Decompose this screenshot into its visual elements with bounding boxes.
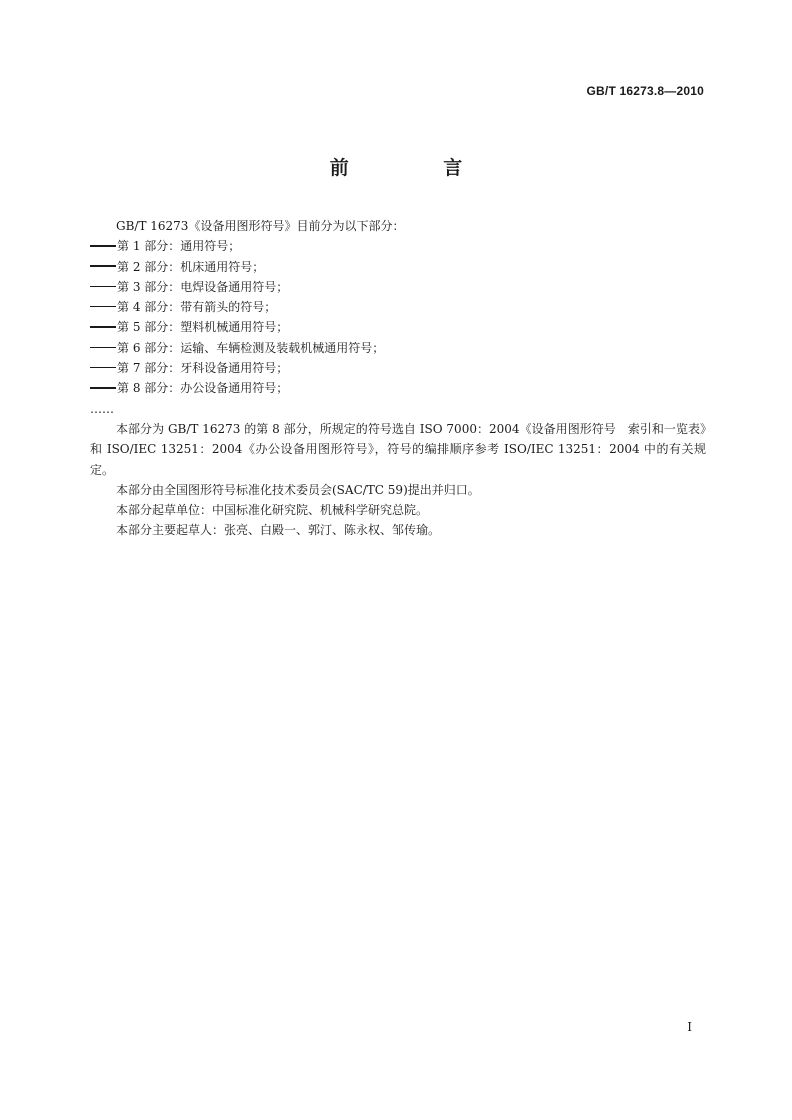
paragraph-drafters: 本部分主要起草人：张亮、白殿一、郭汀、陈永权、邹传瑜。 (116, 523, 441, 538)
list-item: 第 6 部分：运输、车辆检测及装载机械通用符号； (90, 338, 706, 358)
intro-text: GB/T 16273《设备用图形符号》目前分为以下部分： (116, 219, 405, 233)
paragraph-drafting-units: 本部分起草单位：中国标准化研究院、机械科学研究总院。 (116, 503, 429, 518)
dash-icon (90, 265, 116, 267)
dash-icon (90, 245, 116, 247)
standard-code: GB/T 16273.8—2010 (586, 84, 704, 98)
list-item: 第 5 部分：塑料机械通用符号； (90, 317, 706, 337)
dash-icon (90, 347, 116, 349)
list-item: 第 2 部分：机床通用符号； (90, 257, 706, 277)
dash-icon (90, 367, 116, 369)
dash-icon (90, 326, 116, 328)
list-ellipsis: …… (90, 401, 114, 416)
list-item: 第 8 部分：办公设备通用符号； (90, 378, 706, 398)
list-item: 第 1 部分：通用符号； (90, 236, 706, 256)
page-number: I (687, 1020, 692, 1034)
document-body (90, 216, 706, 541)
dash-icon (90, 286, 116, 288)
dash-icon (90, 387, 116, 389)
page-title: 前 言 (329, 157, 507, 179)
paragraph-proposer: 本部分由全国图形符号标准化技术委员会(SAC/TC 59)提出并归口。 (116, 482, 480, 497)
paragraph-scope: 本部分为 GB/T 16273 的第 8 部分，所规定的符号选自 ISO 7000：2004《设备用图形符号 索引和一览表》和 ISO/IEC 13251：2004《办公设备用图形符号》，符号的编排顺序参考 ISO/IEC 13251：2004 中的有关规定。 (90, 421, 706, 477)
dash-icon (90, 306, 116, 308)
list-item: 第 4 部分：带有箭头的符号； (90, 297, 706, 317)
list-item: 第 7 部分：牙科设备通用符号； (90, 358, 706, 378)
list-item: 第 3 部分：电焊设备通用符号； (90, 277, 706, 297)
